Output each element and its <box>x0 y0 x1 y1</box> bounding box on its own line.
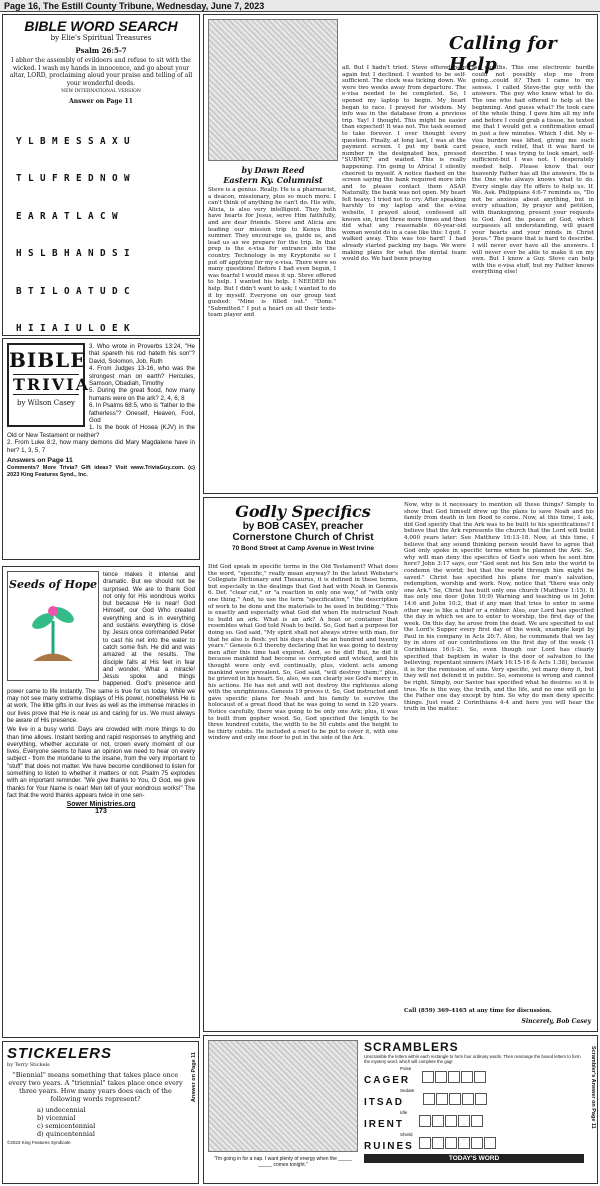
scramble-letters: RUINES <box>364 1141 414 1153</box>
scramblers-answer-side: Scrambler's Answer on Page 11 <box>590 1046 596 1129</box>
calling-for-help-box <box>203 14 598 494</box>
bible-trivia-box <box>2 338 200 560</box>
column-byline: by Dawn Reed <box>241 165 305 175</box>
stickelers-answer-side: Answer on Page 11 <box>191 1052 197 1103</box>
scramblers-box <box>203 1035 598 1184</box>
grid-row: YLBMESSAXU <box>16 135 136 147</box>
trivia-logo <box>7 343 90 427</box>
word-search-reference: Psalm 26:5-7 <box>75 46 127 55</box>
seeds-text-2: tence makes it intense and dramatic. But we should not be surprised. We are to thank God not only for His wondrous works but because He is near! God Himself, our God Who created everything and is in everything and sustains everything is close by. Jesus once commanded Peter to cast his net into the water to catch some fish. He did and was amazed at the results. The disciple falls at His feet in fear and wonder. What a miracle! Jesus spoke and things happened. God's presence and power came to life instantly. The same is true for us today. While we may not see many extreme displays of His power, nonetheless He is at work. The little gifts in our lives as well as the immense miracles in our lives prove that He is near us and caring for us. We must always be aware of His presence. <box>7 571 195 724</box>
trivia-question: 5. During the great flood, how many humans were on the ark? 2, 4, 6, 8 <box>89 387 195 402</box>
stickelers-question: "Biennial" means something that takes place once every two years. A "triennial" takes place once every three years. How many years does each of the following words represent? <box>8 1071 183 1103</box>
trivia-answer: Answers on Page 11 <box>7 457 73 465</box>
column-text-2: all. But I hadn't tried. Steve offered help again but I declined. I wanted to be self-sufficient. The clock was ticking down. We were two weeks away from departure. The e-visa needed to be completed. So, I opened my laptop to begin. My heart began to race. I prayed for wisdom. My info was in the database from a previous trip. Yay! I thought. This might be easier than expected! It was not. The task seemed to take forever. I over thought every question. Finally, at long last, I was at the payment screen. I put my bank card number in the designated box, pressed "SUBMIT," and waited. This is really happening. I'm going to Africa! I silently cheered to myself. A notice flashed on the screen saying the bank required more info and to please contact them ASAP. Naturally, the bank was not open. My heart felt heavy. I tried not to cry. After speaking harshly to my laptop and the e-visa website, I prayed aloud, confessed all known sin, tried three more times and then did what any reasonable 60-year-old woman would do in a case like this: I quit. I walked away. This was too hard! I had already started packing my bags. We were making plans for what the dental team would do. We had been praying <box>342 65 466 263</box>
trivia-question: 3. Who wrote in Proverbs 13:24, "He that spareth his rod hateth his son"? David, Solomon, Job, Ruth <box>89 343 195 365</box>
godly-church: Cornerstone Church of Christ <box>232 532 374 543</box>
word-search-box <box>2 14 200 336</box>
column-title: Calling for Help <box>449 33 557 75</box>
column-role: Eastern Ky. Columnist <box>223 175 323 185</box>
answer-boxes[interactable] <box>419 1124 484 1129</box>
scramblers-title: SCRAMBLERS <box>364 1040 459 1054</box>
trivia-footer: Comments? More Trivia? Gift ideas? Visit www.TriviaGuy.com. (c) 2023 King Features Synd., Inc. <box>7 464 195 478</box>
scramble-word <box>364 1088 584 1108</box>
todays-word-banner: TODAY'S WORD <box>364 1154 584 1163</box>
godly-specifics-box <box>203 497 598 1032</box>
word-search-grid <box>16 111 194 336</box>
stickelers-copyright: ©2023 King Features Syndicate <box>7 1140 71 1145</box>
word-search-title: BIBLE WORD SEARCH <box>24 18 178 34</box>
trivia-logo-bottom: TRIVIA <box>13 375 90 394</box>
godly-address: 70 Bond Street at Camp Avenue in West Irvine <box>231 545 375 552</box>
trivia-question: 1. Is the book of Hosea (KJV) in the Old or New Testament or neither? <box>7 424 195 439</box>
seeds-number: 173 <box>95 808 107 816</box>
stickelers-box <box>2 1041 199 1184</box>
scramble-word <box>364 1110 584 1130</box>
word-search-answer: Answer on Page 11 <box>69 97 133 105</box>
trivia-question: 6. In Psalms 68:5, who is "father to the fatherless"? Oneself, Heaven, Fool, God <box>89 402 195 425</box>
grid-row: EARATLACW <box>16 210 124 222</box>
column-text-1: Steve is a genius. Really. He is a pharmacist, a deacon, missionary, plus so much more. I can't think of anything he can't do. His wife, Alicia, is also very intelligent. They both have hearts for Jesus, serve Him faithfully, and are dear friends. Steve and Alicia are leading our mission trip to Kenya this summer. They encourage us, guide us, and lead us as we prepare for the trip. In that prep is the e-visa for entrance into the country. Technology is my Kryptonite so I put off applying for my e-visa. There were so many questions! Before I had even begun, I was fearful I would mess it up. Steve offered to help. I wanted his help. I NEEDED his help. But I didn't want to ask; I wanted to do it by myself. Everyone on our group text gushed: "Mine is filled out." "Done." "Submitted." I put a heart on all their texts-team player and <box>208 187 336 319</box>
seeds-of-hope-box <box>2 566 200 1038</box>
godly-byline: by BOB CASEY, preacher <box>242 521 364 532</box>
seeds-text-1: We live in a busy world. Days are crowded with more things to do than time allows. Instant texting and rapid responses to anything and everything, whether accurate or not, crown every moment of our lives. Everyone seems to have an opinion we need to hear on every subject - from the mundane to the insane, from the very important to "stuff" that does not matter. We have become conditioned to listen for something to listen to whether it matters or not. Psalm 75 explodes with an important reminder. "We give thanks to You, O God, we give thanks for Your Name is near! Men tell of your wondrous works!" The fact that the word thanks appears twice in one sen- <box>7 726 195 799</box>
grid-row: TLUFREDNOW <box>16 173 136 185</box>
godly-signature: Sincerely, Bob Casey <box>521 1018 591 1025</box>
stickelers-option: a) undecennial <box>37 1106 86 1114</box>
stickelers-option: c) semicentennial <box>37 1122 96 1130</box>
stickelers-option: d) quincentennial <box>37 1130 95 1138</box>
scramble-word <box>364 1066 584 1086</box>
word-search-verse: I abhor the assembly of evildoers and refuse to sit with the wicked. I wash my hands in innocence, and go about your altar, LORD, proclaiming aloud your praise and telling of all your wonderful deeds. <box>9 57 193 87</box>
scramble-letters: ITSAD <box>364 1097 404 1109</box>
scramblers-cartoon <box>208 1040 358 1152</box>
godly-text-2: Now, why is it necessary to mention all these things? Simply to show that God himself drew up the plans to save Noah and his family from death in ten flood to come. Now, at this time, I ask, did God specify that the Ark was to be built to his specifications? I believe that the Ark represents the church that the Lord will build 4,000 years later: See Matthew 16:13-18. Now, at this time, I believe that any sound thinking person would have to agree that God only spoke in specific terms when he planned the Ark. So, why will man deny the specifics of God's son when he sent him here? John 3:17 says, our "God sent not his Son into the world to condemn the world; but that the world through him might be saved." Christ has specified his plans for man's salvation, redemption, worship and work. Now, notice that "there was only one Ark." So, Christ has built only one church (Matthew 1:15). It has only one door (John 10:9) Warning and teaching us in John 14:6 and John 10:2, that if any man that tries to enter in some other way is like a thief or a robber. Also, our Lord has specified the day in which we are to enter to worship, the first day of the week. On this day, he arose from the dead. We are specified to eat the Lord's Supper every first day of the week, example kept by Paul in his company in Acts 20:7. Also, he commands that we lay by in store of our contributions on the first day of the week (1 Corinthians 16:1-2). So, even though our Lord has clearly specified that baptism in water is the door of salvation to the believing, repentant sinners (Mark 16:15-16 & Acts 1:38), because it is for the remission of sins. Very specific, yet many deny it, but they will not defend it in public. So, someone is wrong and cannot be right. Simply, our Savior has specified what he desires: so it is true. He is the way, the truth, and the life, and no one will go to the Father one day except by him. So why do men deny specific things. Just read 2 Corinthians 4-4 and here you will hear the truth in the matter. <box>404 502 594 713</box>
scramblers-subtitle: Unscramble the letters within each rectangle to form four ordinary words. Then rearrange the boxed letters to form the mystery word, which will complete the gag! <box>364 1054 581 1065</box>
scramble-clue: Idle <box>400 1110 408 1116</box>
answer-boxes[interactable] <box>419 1146 497 1151</box>
godly-text-1: Did God speak in specific terms in the Old Testament? What does the word, "specific," really mean anyway? In the latest Webster's Collegiate Dictionary and Thesaurus, it is defined in these terms, but especially in the dealings that God had with Noah in Genesis 6. Def. "clear cut," or "a reaction in only one way," of "with only one thing." And, to use the term "specification," "the description of work to be done and the materials to be used in building." This is exactly and especially what God did when He instructed Noah to build an ark. What is an ark? A boat or container that resembles what God told Noah to build. So, God had a purpose for doing so. God said, "My spirit shall not always strive with man, for that he also is flesh: yet his days shall be an hundred and twenty years." Genesis 6:3 thereby declaring that he was going to destroy men after this time had expired. And, so he did! But, he did it because mankind had become so corrupted and wicked, and his thought were only evil continually, plus, violent acts among mankind were prevalent. So, God said, "will destroy them;" plus, he grieved in his heart. So, also, we can clearly see God's mercy in his actions. He has not and will not destroy the righteous along with the unrighteous. Genesis 19 proves it. So, God instructed and gave specific plans for Noah and his family to survive the holocaust of a great flood that he was going to send in 120 years. Notice carefully, there was going to be only one Ark; plus, it was to built from gopher wood. So, God specified the length to be three hundred cubits, the width to be 50 cubits and the height to be thirty cubits. He included a roof to be put to cover it, with one window and only one door to put in the side of the Ark. <box>208 564 398 742</box>
scramblers-caption: "I'm going in for a nap. I want plenty of energy when the _____ _____ comes tonight." <box>213 1156 353 1168</box>
trivia-logo-by: by Wilson Casey <box>17 399 75 407</box>
grid-row: HSLBHANDSI <box>16 248 136 260</box>
grid-row: HIIAIULOEK <box>16 323 136 335</box>
columnist-photo <box>208 19 338 161</box>
column-text-3: for months. This one electronic hurdle could not possibly stop me from going...could it? Then I came to my senses. I called Steve-the guy with the answers. The guy who knew what to do. The one who had offered to help at the beginning. And guess what? He took care of the whole thing. I gave him all my info and before I could grab a tissue, he texted me that I would get a confirmation email in just a few minutes. Which I did. My e-visa burden was lifted, giving me such peace, such relief, that it was hard to describe. I was trying to look smart, self-sufficient-but I was not. I desperately needed help. Please know that our heavenly Father has all the answers. He is the One who always knows what to do. Every single day He offers to help us. If. We. Ask. Philippians 4:6-7 reminds us, "Do not be anxious about anything, but in every situation, by prayer and petition, with thanksgiving, present your requests to God. And the peace of God, which surpasses all understanding, will guard your hearts and your minds in Christ Jesus." The peace that is hard to describe. I will never ever have all the answers. I will never ever be able to make it on my own. But I know a Guy. Steve can help with the e-visa stuff, but my Father knows everything else! <box>472 65 594 276</box>
page-header: Page 16, The Estill County Tribune, Wednesday, June 7, 2023 <box>0 0 600 12</box>
scramble-word <box>364 1132 584 1152</box>
answer-boxes[interactable] <box>423 1102 488 1107</box>
trivia-logo-top: BIBLE <box>9 348 87 372</box>
grid-row: BTILOATUDC <box>16 285 136 297</box>
answer-boxes[interactable] <box>422 1080 487 1085</box>
word-search-byline: by Elie's Spiritual Treasures <box>50 34 152 42</box>
scramble-clue: Shield <box>400 1132 413 1138</box>
stickelers-byline: by Terry Stickels <box>7 1062 50 1068</box>
trivia-question: 4. From Judges 13-16, who was the strongest man on earth? Hercules, Samson, Obadiah, Timothy <box>89 365 195 388</box>
word-search-version: NEW INTERNATIONAL VERSION <box>61 89 141 94</box>
stickelers-option: b) vicennial <box>37 1114 76 1122</box>
scramble-letters: CAGER <box>364 1075 411 1087</box>
stickelers-logo: STICKELERS <box>7 1045 113 1062</box>
seeds-logo <box>7 571 99 681</box>
seeds-site[interactable]: Sower Ministries.org <box>66 801 136 809</box>
seed-sprout-icon <box>23 591 83 661</box>
scramble-clue: Poise <box>400 1066 412 1072</box>
godly-title: Godly Specifics <box>235 502 371 521</box>
seeds-logo-text: Seeds of Hope <box>9 578 97 591</box>
scramble-letters: IRENT <box>364 1119 404 1131</box>
trivia-question: 2. From Luke 8:2, how many demons did Mary Magdalene have in her? 1, 3, 5, 7 <box>7 439 195 454</box>
scramble-clue: Sedate <box>400 1088 415 1094</box>
godly-call: Call (859) 369-4165 at any time for discussion. <box>404 1008 552 1014</box>
